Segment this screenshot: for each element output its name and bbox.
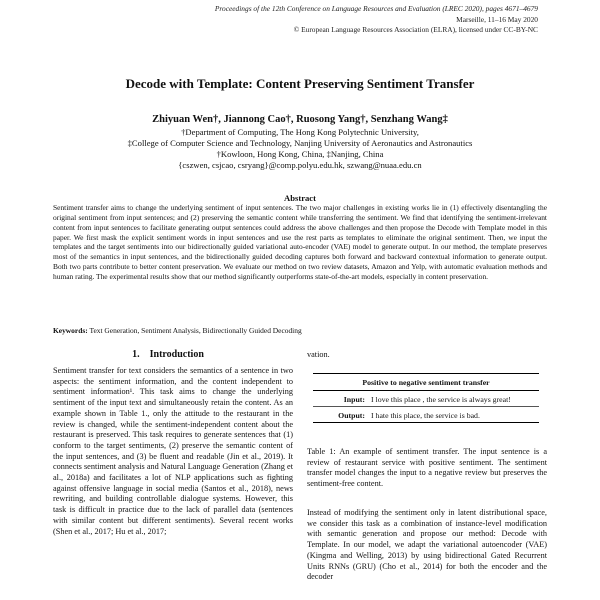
affiliation-line: ‡College of Computer Science and Technology, Nanjing University of Aeronautics and Astronautics xyxy=(127,138,473,148)
row-value: I hate this place, the service is bad. xyxy=(371,411,480,420)
author-list: Zhiyuan Wen†, Jiannong Cao†, Ruosong Yang†, Senzhang Wang‡ xyxy=(152,114,448,125)
table-header: Positive to negative sentiment transfer xyxy=(313,374,539,391)
row-value: I love this place , the service is always great! xyxy=(371,395,511,404)
proceedings-header xyxy=(118,4,538,36)
right-paragraph: Instead of modifying the sentiment only in latent distributional space, we consider this task as a combination of instance-level modification with semantic generation and propose our method: Decode with Template. In our model, we adapt the variational autoencoder (VAE) (Kingma and Welling, 2013) by using bidirectional Gated Recurrent Units RNNs (GRU) (Cho et al., 2014) for both the encoder and the decoder xyxy=(307,508,547,582)
keywords-label: Keywords: xyxy=(53,326,88,335)
keywords-text: Text Generation, Sentiment Analysis, Bidirectionally Guided Decoding xyxy=(89,326,302,335)
keywords xyxy=(53,326,547,335)
paper-title: Decode with Template: Content Preserving Sentiment Transfer xyxy=(125,76,475,91)
affiliations xyxy=(0,127,600,171)
continued-text: vation. xyxy=(307,350,330,359)
section-heading xyxy=(53,349,293,360)
section-number: 1. xyxy=(132,349,140,360)
row-label: Output: xyxy=(338,411,365,420)
example-table xyxy=(313,373,539,423)
venue-line: Marseille, 11–16 May 2020 xyxy=(456,14,538,24)
proceedings-line: Proceedings of the 12th Conference on Language Resources and Evaluation (LREC 2020), pages 4671–4679 xyxy=(214,4,538,13)
row-label: Input: xyxy=(343,395,365,404)
section-title: Introduction xyxy=(149,349,204,360)
abstract-text: Sentiment transfer aims to change the underlying sentiment of input sentences. The two major challenges in existing works lie in (1) effectively disentangling the original sentiment from input sentences; and (2) preserving the semantic content while transferring the sentiment. We find that identifying the sentiment-irrelevant content from input sentences to facilitate generating output sentences could address the above challenges and then propose the Decode with Template model in this paper. We first mask the explicit sentiment words in input sentences and use the rest parts as templates to eliminate the original sentiment. Then, we input the templates and the target sentiments into our bidirectionally guided variational auto-encoder (VAE) model to generate output. In our method, the template preserves most of the semantics in input sentences, and the bidirectionally guided decoding captures both forward and backward contextual information to generate output. Both two parts contribute to better content preservation. We evaluate our method on two review datasets, Amazon and Yelp, with automatic evaluation methods and human rating. The experimental results show that our method significantly outperforms state-of-the-art models, especially in content preservation. xyxy=(53,203,547,281)
abstract-heading: Abstract xyxy=(284,193,316,203)
table-caption: Table 1: An example of sentiment transfer. The input sentence is a review of restaurant service with positive sentiment. The sentiment transfer model changes the input to a negative review but preserves the sentiment-free content. xyxy=(307,447,547,489)
affiliation-line: †Kowloon, Hong Kong, China, ‡Nanjing, China xyxy=(216,149,384,159)
license-line: © European Language Resources Association (ELRA), licensed under CC-BY-NC xyxy=(293,25,538,34)
table-row xyxy=(313,391,539,406)
affiliation-line: †Department of Computing, The Hong Kong Polytechnic University, xyxy=(181,127,419,137)
intro-paragraph: Sentiment transfer for text considers the semantics of a sentence in two aspects: the sentiment information, and the content independent to sentiment information¹. This task aims to change the underlying sentiment of the input text and simultaneously retain the content. As an example shown in Table 1., only the attitude to the restaurant in the review is changed, while the sentiment-independent content about the restaurant is preserved. This task requires to generate sentences that (1) conform to the target sentiments, (2) preserve the semantic content of the input sentences, and (3) be fluent and readable (Jin et al., 2019). It connects sentiment analysis and Natural Language Generation (Zhang et al., 2018a) and facilitates a lot of NLP applications such as fighting against offensive language in social media (Santos et al., 2018), news rewriting, and building controllable dialogue systems. However, this task is difficult in practice due to the lack of parallel data (sentences with similar content but different sentiments). Several recent works (Shen et al., 2017; Hu et al., 2017; xyxy=(53,366,293,536)
table-row xyxy=(313,406,539,422)
author-emails: {cszwen, csjcao, csryang}@comp.polyu.edu.hk, szwang@nuaa.edu.cn xyxy=(178,160,422,170)
